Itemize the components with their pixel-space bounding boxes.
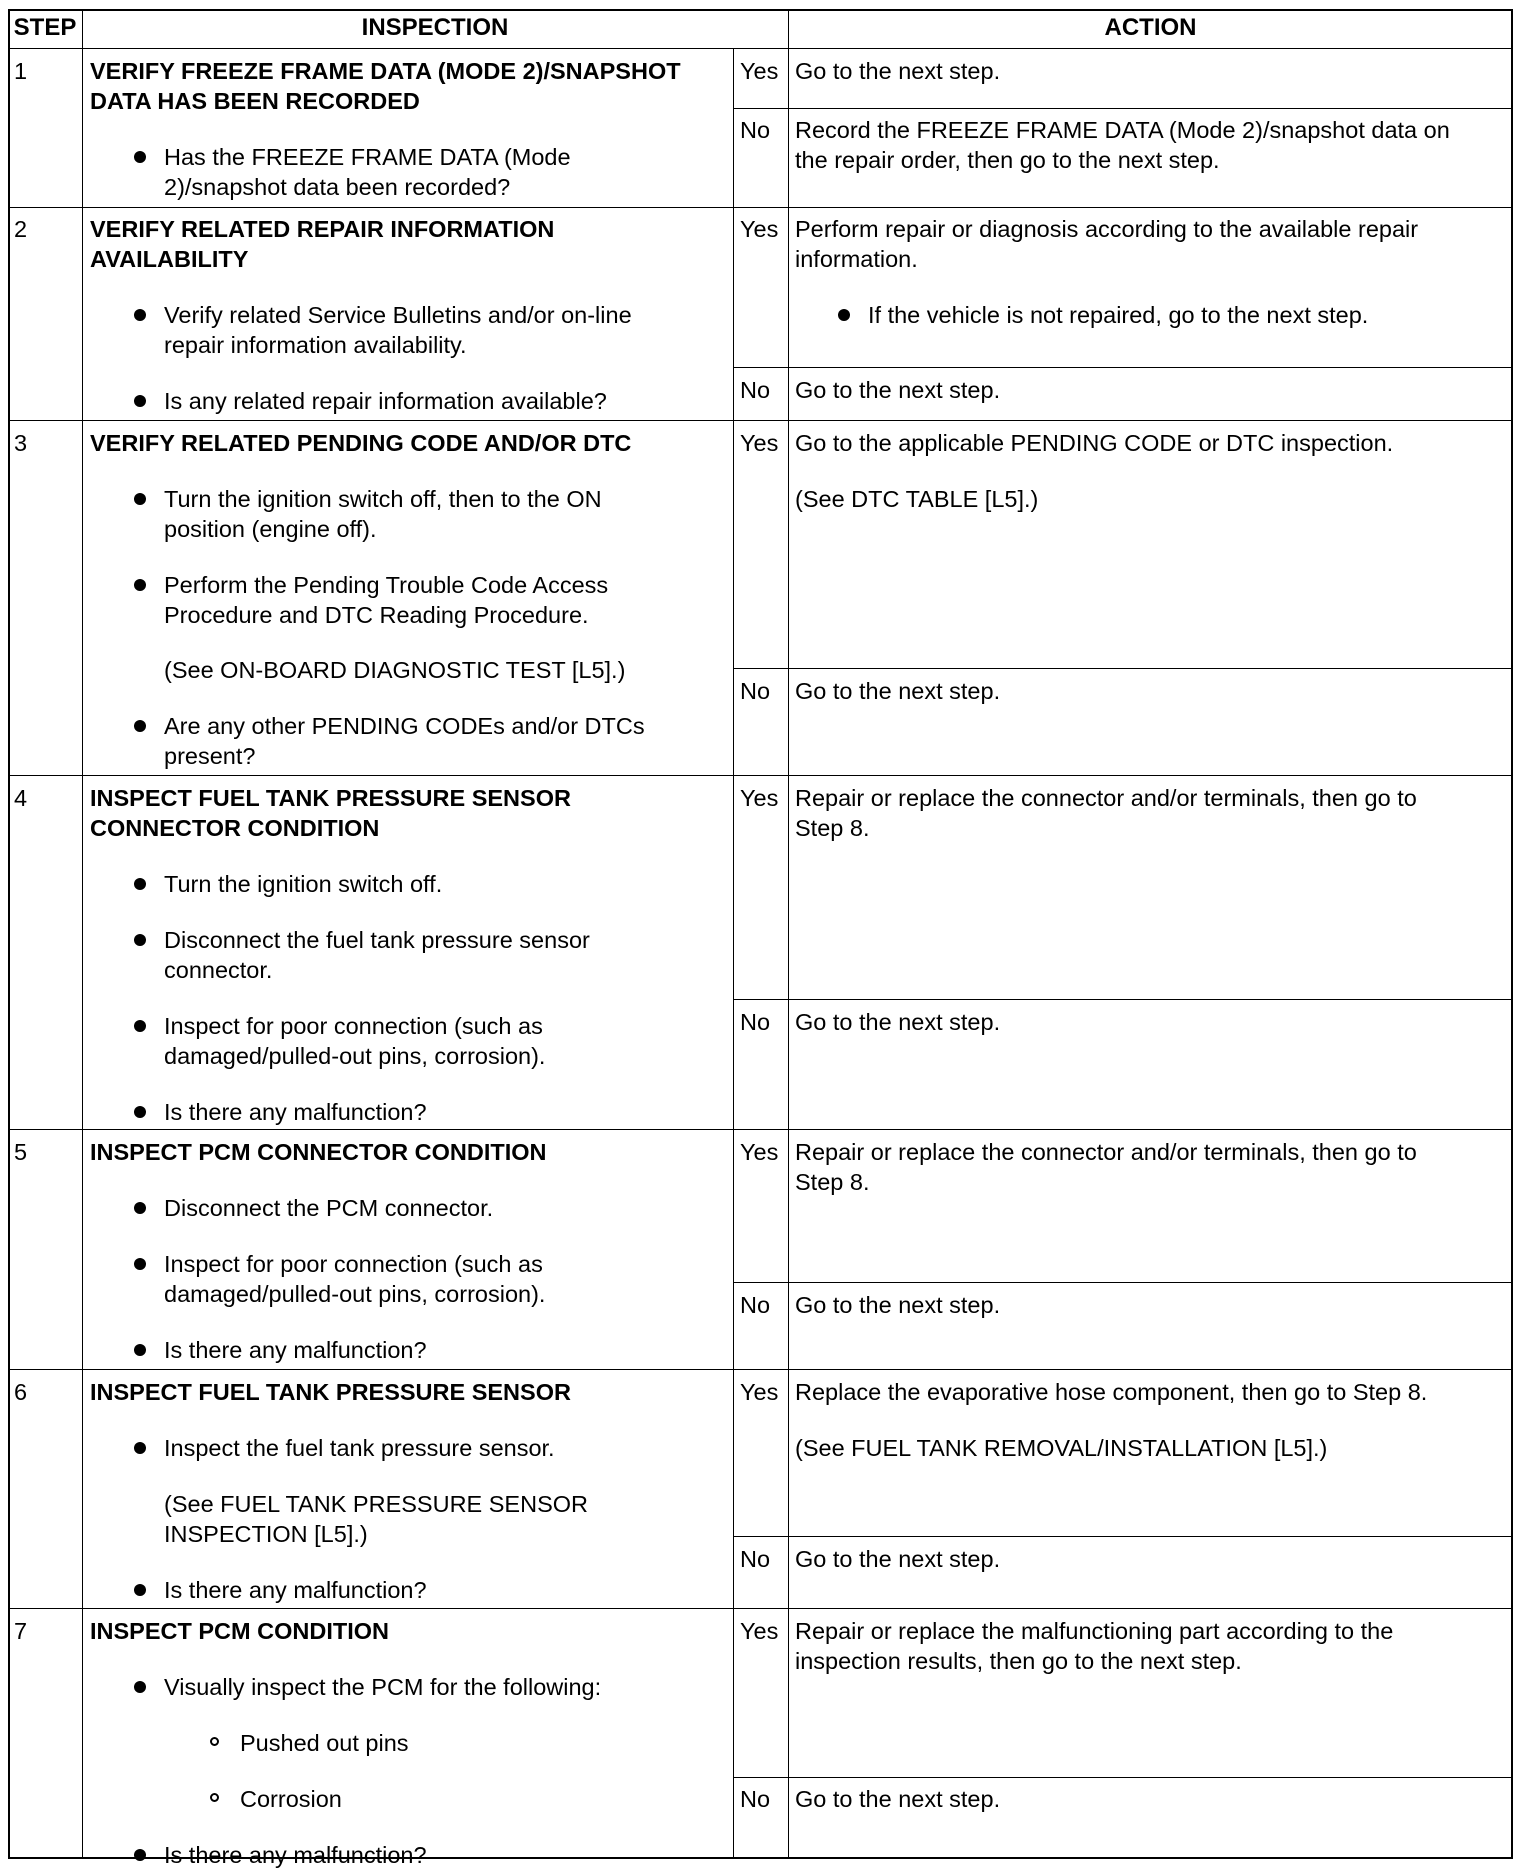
inspection-item: connector. [164,957,273,983]
yes-action: Perform repair or diagnosis according to the available repair [795,216,1419,242]
inspection-subitem: Pushed out pins [240,1730,409,1756]
column-divider [788,9,789,1859]
no-action: Go to the next step. [795,1786,1001,1812]
header-action: ACTION [1104,14,1197,41]
no-label: No [740,377,771,403]
row-divider [8,420,1513,421]
step-number: 2 [14,216,28,242]
no-action: Go to the next step. [795,1292,1001,1318]
no-action: Go to the next step. [795,1546,1001,1572]
row-divider [733,1777,1513,1778]
row-divider [8,775,1513,776]
reference-note: (See ON-BOARD DIAGNOSTIC TEST [L5].) [164,657,626,683]
no-label: No [740,1546,771,1572]
inspection-item: Disconnect the fuel tank pressure sensor [164,927,590,953]
bullet-icon [134,1442,146,1454]
bullet-icon [134,1681,146,1693]
bullet-icon [134,395,146,407]
step-number: 5 [14,1139,28,1165]
bullet-icon [134,1849,146,1861]
inspection-item: Disconnect the PCM connector. [164,1195,494,1221]
reference-note: INSPECTION [L5].) [164,1521,368,1547]
inspection-item: Visually inspect the PCM for the following: [164,1674,602,1700]
inspection-item: 2)/snapshot data been recorded? [164,174,511,200]
step-title: INSPECT FUEL TANK PRESSURE SENSOR [90,785,571,811]
no-action: Go to the next step. [795,1009,1001,1035]
yes-label: Yes [740,430,779,456]
step-title: VERIFY RELATED PENDING CODE AND/OR DTC [90,430,632,456]
inspection-item: Inspect for poor connection (such as [164,1013,543,1039]
yes-action-item: If the vehicle is not repaired, go to the next step. [868,302,1369,328]
yes-action: information. [795,246,918,272]
bullet-icon [134,579,146,591]
inspection-item: Procedure and DTC Reading Procedure. [164,602,589,628]
bullet-icon [134,309,146,321]
yes-label: Yes [740,1379,779,1405]
step-number: 6 [14,1379,28,1405]
yes-action: Replace the evaporative hose component, then go to Step 8. [795,1379,1428,1405]
step-number: 1 [14,58,28,84]
yes-label: Yes [740,216,779,242]
yes-action: Step 8. [795,815,870,841]
step-title: INSPECT PCM CONDITION [90,1618,389,1644]
column-divider [733,48,734,1859]
reference-note: (See FUEL TANK REMOVAL/INSTALLATION [L5].) [795,1435,1328,1461]
step-title: DATA HAS BEEN RECORDED [90,88,420,114]
yes-label: Yes [740,1618,779,1644]
yes-action: Repair or replace the malfunctioning part according to the [795,1618,1394,1644]
bullet-icon [134,151,146,163]
no-action: Go to the next step. [795,377,1001,403]
step-number: 7 [14,1618,28,1644]
bullet-icon [838,309,850,321]
row-divider [8,1129,1513,1130]
yes-action: Repair or replace the connector and/or terminals, then go to [795,785,1417,811]
no-label: No [740,678,771,704]
step-title: CONNECTOR CONDITION [90,815,380,841]
step-title: VERIFY RELATED REPAIR INFORMATION [90,216,555,242]
column-divider [82,9,83,1859]
row-divider [733,668,1513,669]
step-title: AVAILABILITY [90,246,249,272]
step-number: 4 [14,785,28,811]
inspection-item: Inspect the fuel tank pressure sensor. [164,1435,555,1461]
row-divider [8,207,1513,208]
circle-bullet-icon [210,1737,219,1746]
inspection-item: Is there any malfunction? [164,1842,427,1868]
bullet-icon [134,934,146,946]
inspection-item: Perform the Pending Trouble Code Access [164,572,609,598]
no-label: No [740,1009,771,1035]
bullet-icon [134,1258,146,1270]
inspection-item: Is there any malfunction? [164,1337,427,1363]
inspection-item: Is any related repair information available? [164,388,607,414]
yes-label: Yes [740,58,779,84]
header-divider [8,48,1513,49]
inspection-item: Is there any malfunction? [164,1577,427,1603]
row-divider [8,1369,1513,1370]
no-label: No [740,1786,771,1812]
inspection-item: Is there any malfunction? [164,1099,427,1125]
yes-action: Step 8. [795,1169,870,1195]
no-label: No [740,1292,771,1318]
no-label: No [740,117,771,143]
bullet-icon [134,1020,146,1032]
inspection-item: Turn the ignition switch off, then to the ON [164,486,602,512]
row-divider [733,999,1513,1000]
inspection-item: Inspect for poor connection (such as [164,1251,543,1277]
yes-action: inspection results, then go to the next step. [795,1648,1242,1674]
bullet-icon [134,720,146,732]
reference-note: (See FUEL TANK PRESSURE SENSOR [164,1491,588,1517]
row-divider [733,1282,1513,1283]
row-divider [733,367,1513,368]
no-action: Record the FREEZE FRAME DATA (Mode 2)/snapshot data on [795,117,1450,143]
bullet-icon [134,1344,146,1356]
bullet-icon [134,878,146,890]
inspection-item: Turn the ignition switch off. [164,871,443,897]
header-inspection: INSPECTION [361,14,509,41]
bullet-icon [134,1202,146,1214]
header-step: STEP [13,14,77,41]
inspection-item: repair information availability. [164,332,467,358]
yes-action: Repair or replace the connector and/or terminals, then go to [795,1139,1417,1165]
inspection-item: damaged/pulled-out pins, corrosion). [164,1043,546,1069]
step-title: VERIFY FREEZE FRAME DATA (MODE 2)/SNAPSHOT [90,58,681,84]
reference-note: (See DTC TABLE [L5].) [795,486,1039,512]
no-action: the repair order, then go to the next step. [795,147,1220,173]
row-divider [8,1608,1513,1609]
inspection-item: position (engine off). [164,516,377,542]
no-action: Go to the next step. [795,678,1001,704]
bullet-icon [134,493,146,505]
inspection-item: Verify related Service Bulletins and/or on-line [164,302,632,328]
yes-action: Go to the next step. [795,58,1001,84]
step-title: INSPECT PCM CONNECTOR CONDITION [90,1139,547,1165]
step-number: 3 [14,430,28,456]
yes-action: Go to the applicable PENDING CODE or DTC inspection. [795,430,1394,456]
yes-label: Yes [740,785,779,811]
inspection-item: damaged/pulled-out pins, corrosion). [164,1281,546,1307]
yes-label: Yes [740,1139,779,1165]
bullet-icon [134,1106,146,1118]
step-title: INSPECT FUEL TANK PRESSURE SENSOR [90,1379,571,1405]
row-divider [733,1536,1513,1537]
inspection-item: Has the FREEZE FRAME DATA (Mode [164,144,571,170]
circle-bullet-icon [210,1793,219,1802]
row-divider [733,108,1513,109]
inspection-item: Are any other PENDING CODEs and/or DTCs [164,713,645,739]
bullet-icon [134,1584,146,1596]
inspection-item: present? [164,743,256,769]
inspection-subitem: Corrosion [240,1786,342,1812]
